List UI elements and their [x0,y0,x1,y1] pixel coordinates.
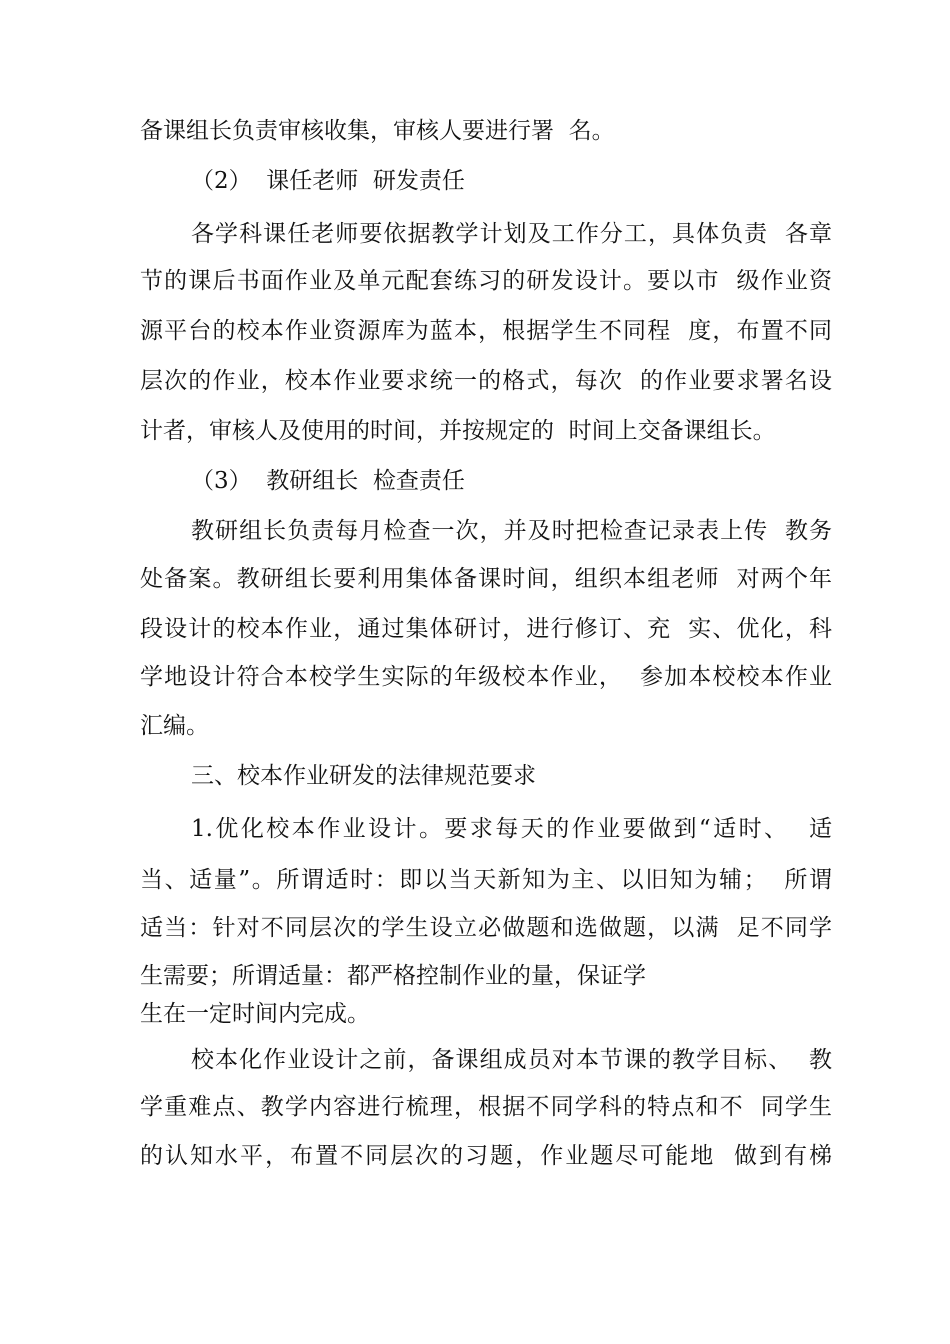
paragraph-line: 层次的作业，校本作业要求统一的格式，每次 的作业要求署名设 [140,368,832,394]
paragraph-line: 处备案。教研组长要利用集体备课时间，组织本组老师 对两个年 [140,566,832,592]
paragraph-line: 计者，审核人及使用的时间，并按规定的 时间上交备课组长。 [140,418,776,444]
paragraph-line: 教研组长负责每月检查一次，并及时把检查记录表上传 教务 [191,518,832,544]
paragraph-line: 学重难点、教学内容进行梳理，根据不同学科的特点和不 同学生 [140,1094,832,1120]
section-heading: （3） 教研组长 检查责任 [191,468,465,494]
paragraph-line: 生需要；所谓适量：都严格控制作业的量，保证学 [140,963,646,989]
paragraph-line: 学地设计符合本校学生实际的年级校本作业， 参加本校校本作业 [140,664,832,690]
paragraph-line: 源平台的校本作业资源库为蓝本，根据学生不同程 度，布置不同 [140,318,832,344]
paragraph-line: 校本化作业设计之前，备课组成员对本节课的教学目标、 教 [191,1047,832,1073]
section-heading: （2） 课任老师 研发责任 [191,168,465,194]
paragraph-line: 汇编。 [140,713,209,739]
paragraph-line: 段设计的校本作业，通过集体研讨，进行修订、充 实、优化，科 [140,616,832,642]
paragraph-line: 当、适量”。所谓适时：即以当天新知为主、以旧知为辅； 所谓 [140,867,832,893]
paragraph-line: 适当：针对不同层次的学生设立必做题和选做题，以满 足不同学 [140,915,832,941]
paragraph-line: 备课组长负责审核收集，审核人要进行署 名。 [140,118,615,144]
paragraph-line: 节的课后书面作业及单元配套练习的研发设计。要以市 级作业资 [140,268,832,294]
paragraph-line: 1.优化校本作业设计。要求每天的作业要做到“适时、 适 [191,816,832,842]
paragraph-line: 各学科课任老师要依据教学计划及工作分工，具体负责 各章 [191,221,832,247]
paragraph-line: 生在一定时间内完成。 [140,1001,370,1027]
paragraph-line: 的认知水平，布置不同层次的习题，作业题尽可能地 做到有梯 [140,1143,832,1169]
section-heading: 三、校本作业研发的法律规范要求 [191,763,536,789]
